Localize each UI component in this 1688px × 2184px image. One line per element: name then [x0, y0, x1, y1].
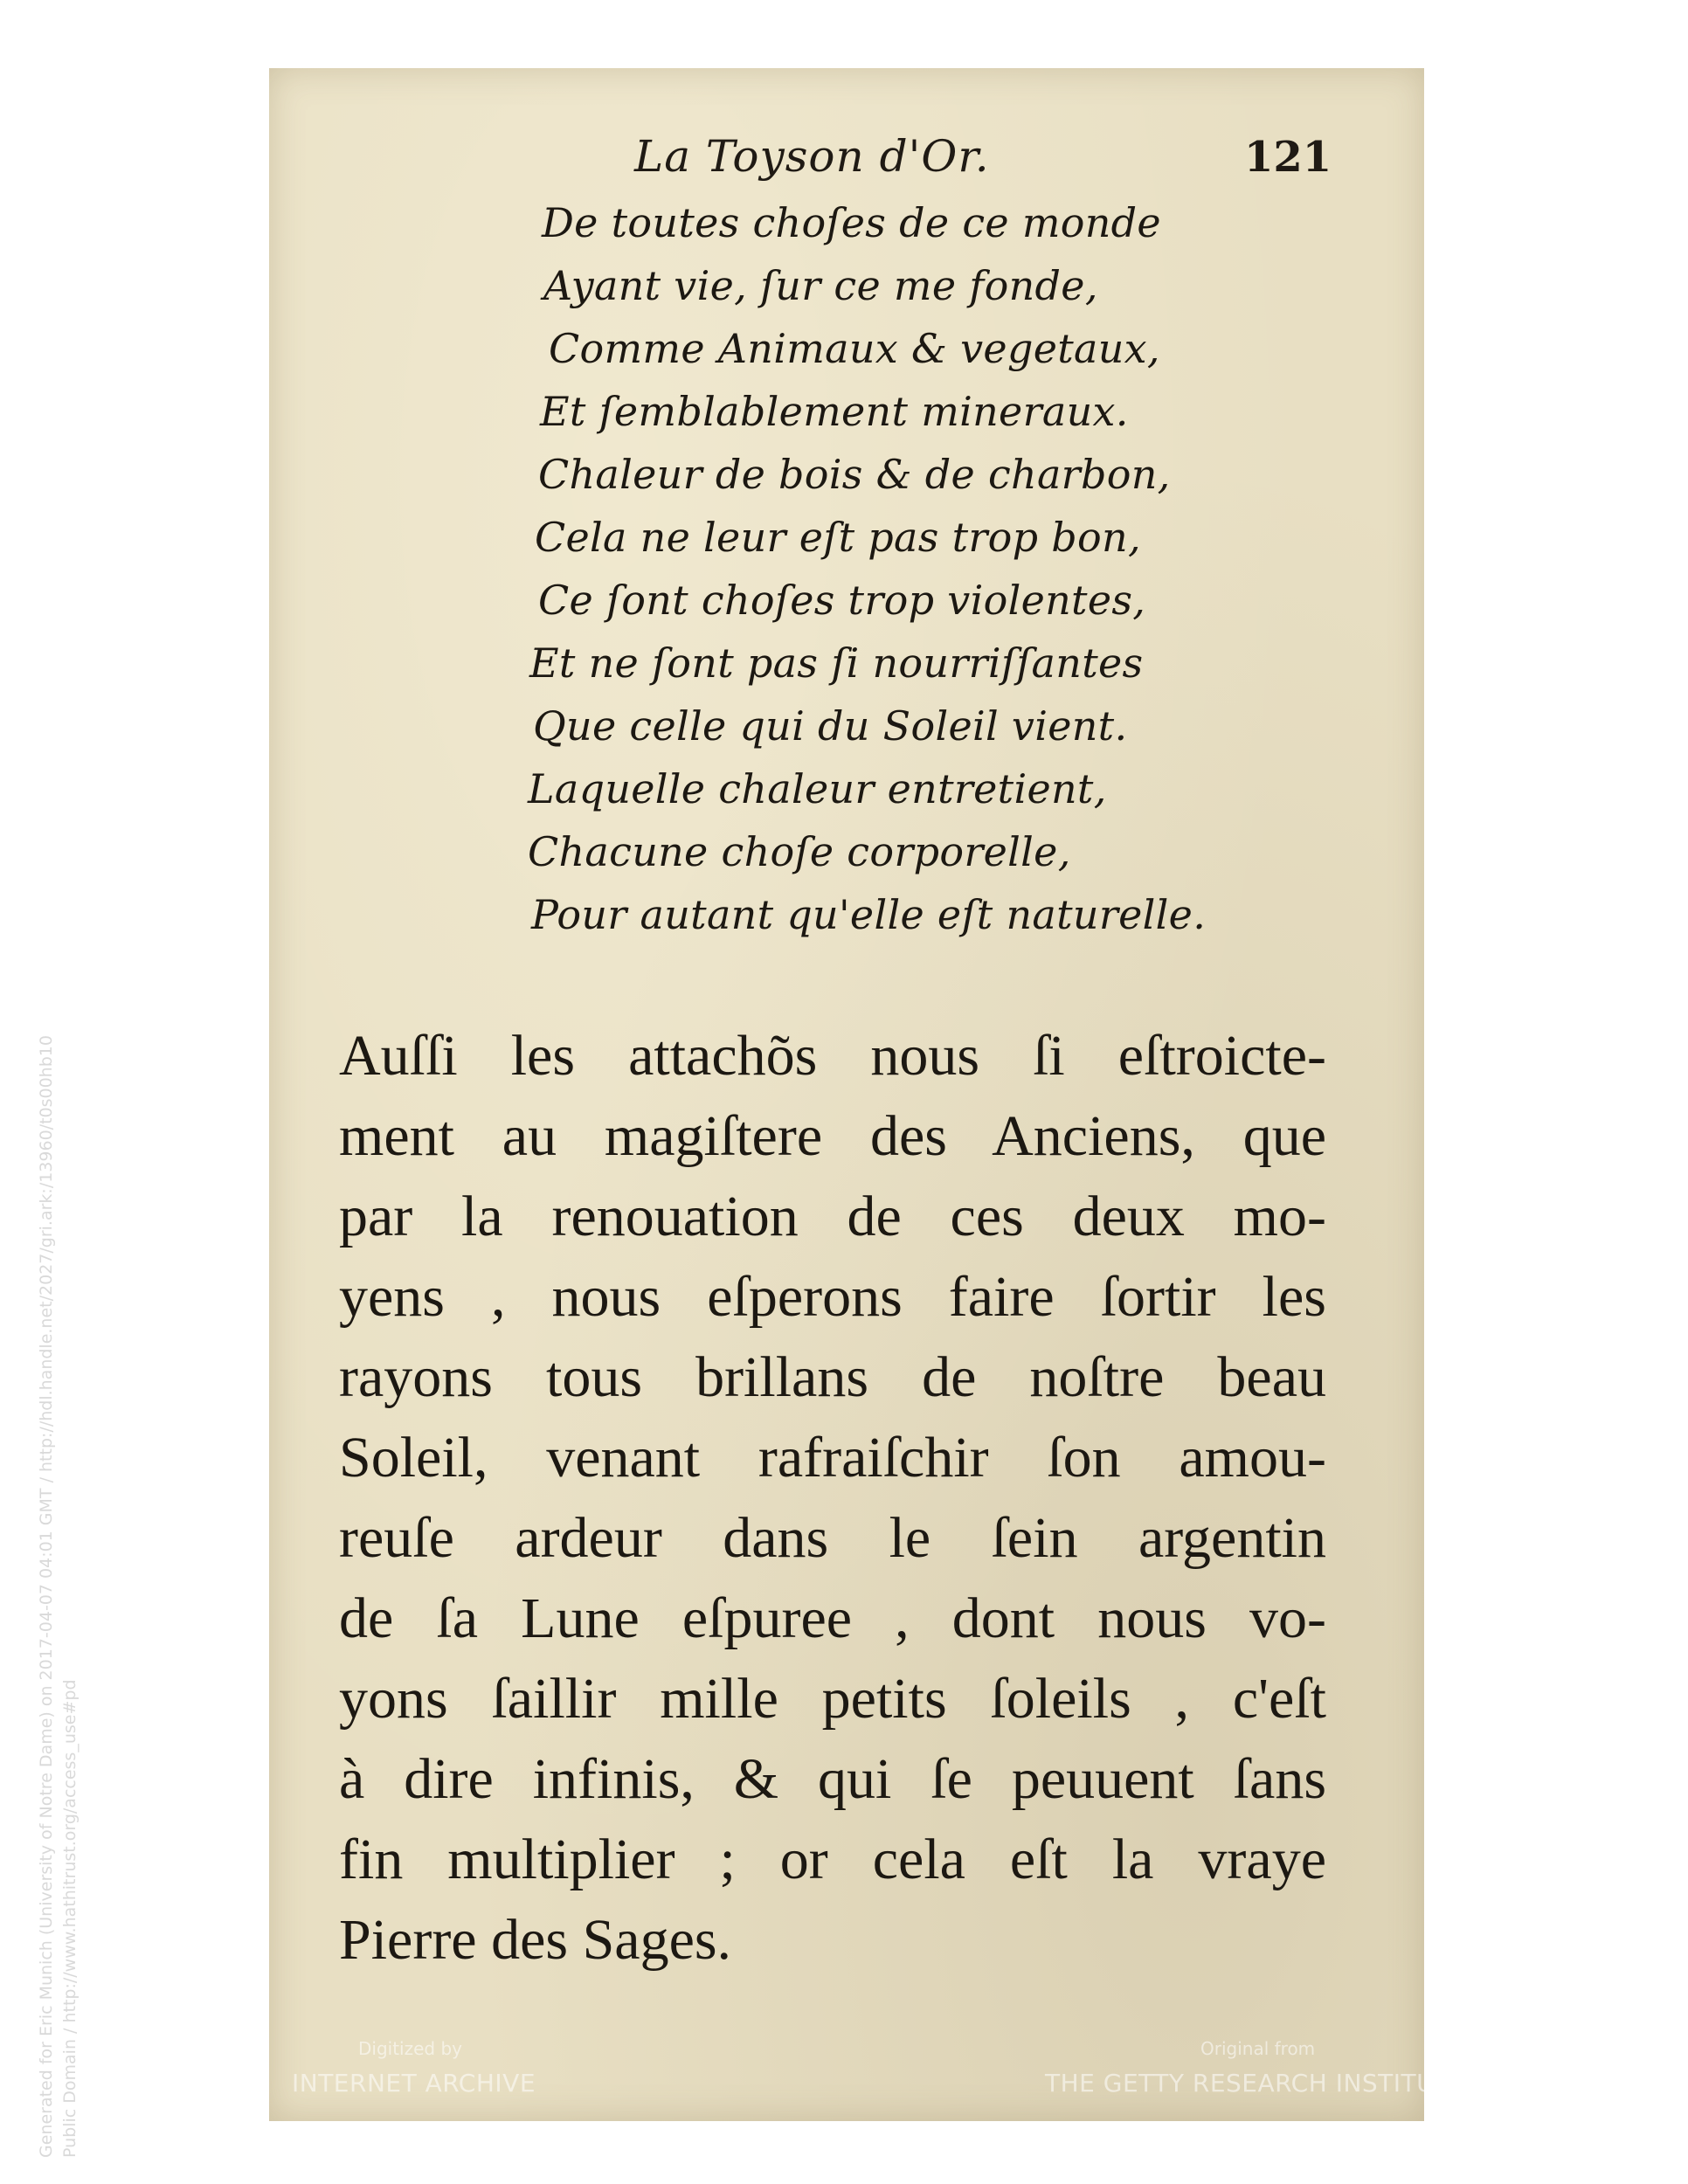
verse-line: De toutes choſes de ce monde [542, 199, 1161, 246]
verse-line: Laquelle chaleur entretient, [528, 765, 1107, 812]
prose-line: par la renouation de ces deux mo- [339, 1185, 1326, 1248]
digitized-by-label: Digitized by [358, 2038, 462, 2059]
prose-line: reuſe ardeur dans le ſein argentin [339, 1506, 1326, 1570]
internet-archive-watermark: INTERNET ARCHIVE [292, 2069, 536, 2098]
verse-line: Pour autant qu'elle eſt naturelle. [531, 891, 1207, 938]
verse-line: Comme Animaux & vegetaux, [549, 325, 1160, 372]
side-note-license-line: Public Domain / http://www.hathitrust.org/access_use#pd [60, 1679, 80, 2158]
prose-line: à dire infinis, & qui ſe peuuent ſans [339, 1747, 1326, 1811]
verse-line: Chaleur de bois & de charbon, [538, 451, 1171, 498]
prose-line: Soleil, venant rafraiſchir ſon amou- [339, 1426, 1326, 1489]
page-number: 121 [1244, 133, 1332, 182]
prose-paragraph [339, 1016, 1326, 1980]
prose-line: yens , nous eſperons faire ſortir les [339, 1265, 1326, 1329]
verse-line: Que celle qui du Soleil vient. [533, 702, 1128, 750]
original-from-label: Original from [1200, 2038, 1316, 2059]
verse-line: Et ne ſont pas ſi nourriſſantes [529, 639, 1144, 687]
side-note-generated-line: Generated for Eric Munich (University of Notre Dame) on 2017-04-07 04:01 GMT / http://hdl.handle.net/2027/gri.ark:/13960/t0s00hb10 [37, 1035, 56, 2158]
book-page [269, 68, 1424, 2121]
running-head-title: La Toyson d'Or. [634, 131, 990, 182]
prose-line: fin multiplier ; or cela eſt la vraye [339, 1828, 1326, 1891]
verse-line: Ce ſont choſes trop violentes, [538, 577, 1146, 624]
verse-line: Ayant vie, ſur ce me fonde, [543, 262, 1098, 309]
verse-line: Et ſemblablement mineraux. [540, 388, 1129, 435]
prose-line: ment au magiſtere des Anciens, que [339, 1104, 1326, 1168]
getty-research-watermark: THE GETTY RESEARCH INSTITUTE [1045, 2069, 1466, 2098]
verse-line: Chacune choſe corporelle, [528, 828, 1071, 875]
prose-line: Auſſi les attachõs nous ſi eſtroicte- [339, 1024, 1326, 1088]
hathitrust-access-note [35, 804, 82, 2158]
prose-line: Pierre des Sages. [339, 1908, 732, 1972]
prose-line: de ſa Lune eſpuree , dont nous vo- [339, 1586, 1326, 1650]
prose-line: yons ſaillir mille petits ſoleils , c'eſt [339, 1667, 1326, 1731]
prose-line: rayons tous brillans de noſtre beau [339, 1345, 1326, 1409]
verse-line: Cela ne leur eſt pas trop bon, [535, 514, 1141, 561]
